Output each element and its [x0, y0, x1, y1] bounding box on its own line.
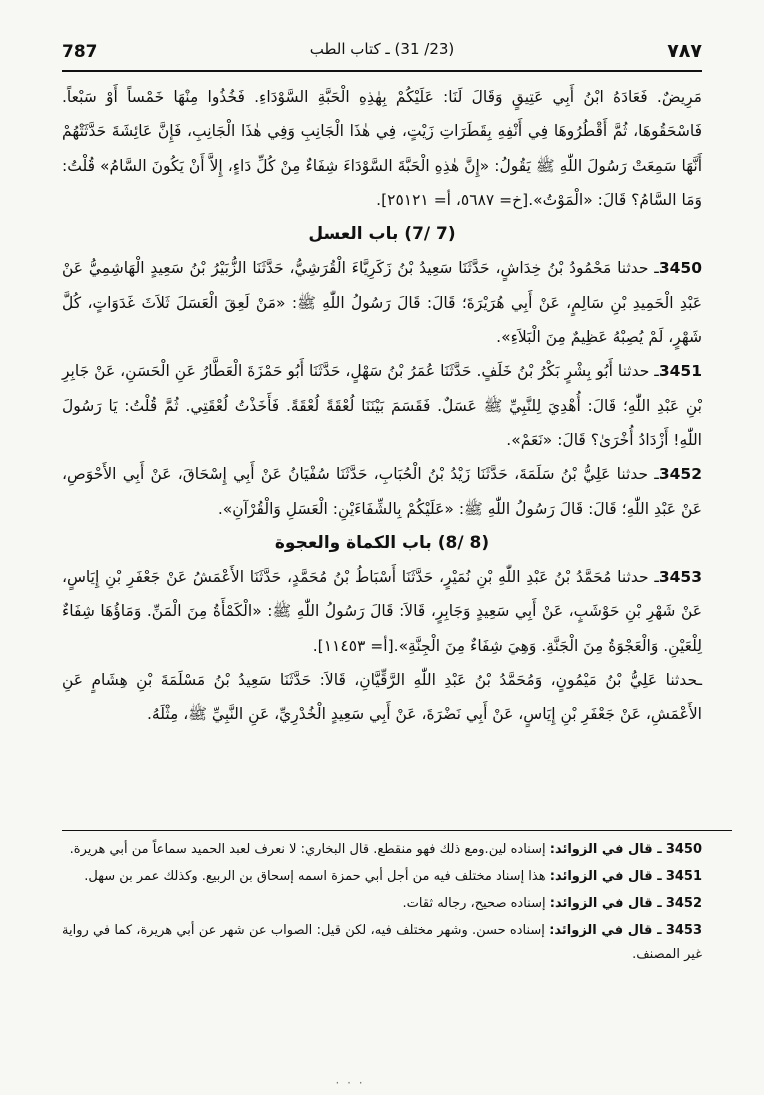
running-title: (23/ 31) ـ كتاب الطب — [309, 40, 455, 58]
footnote-number: 3450 — [665, 842, 702, 857]
hadith-text: ـ حدثنا مَحْمُودُ بْنُ خِدَاشٍ، حَدَّثَنَا سَعِيدُ بْنُ زَكَرِيَّاءَ الْقُرَشِيُّ، حَدَّثَنَا الزُّبَيْرُ بْنُ سَعِيدٍ الْهَاشِمِيُّ عَنْ عَبْدِ الْحَمِيدِ بْنِ سَالِمٍ، عَنْ أَبِي هُرَيْرَةَ؛ قَالَ: قَالَ رَسُولُ اللّٰهِ ﷺ: «مَنْ لَعِقَ الْعَسَلَ ثَلاَثَ غَدَوَاتٍ، كُلَّ شَهْرٍ، لَمْ يُصِبْهُ عَظِيمٌ مِنَ الْبَلاَءِ». — [62, 259, 702, 347]
page-number-latin: 787 — [62, 42, 98, 62]
hadith-number: 3450 — [658, 259, 702, 278]
main-text — [62, 80, 702, 732]
header-rule — [62, 70, 702, 72]
hadith-3453 — [62, 560, 702, 663]
hadith-number: 3453 — [658, 568, 702, 587]
page-number-arabic: ٧٨٧ — [667, 40, 702, 62]
chapter-heading-truffle: (8 /8) باب الكماة والعجوة — [274, 532, 490, 553]
footnote-label: ـ قال في الزوائد: — [549, 869, 662, 884]
footnote-text: هذا إسناد مختلف فيه من أجل أبي حمزة اسمه إسحاق بن الربيع. وكذلك عمر بن سهل. — [84, 869, 546, 884]
footnote-3453 — [62, 919, 702, 967]
page-header — [62, 40, 702, 70]
hadith-3452 — [62, 457, 702, 526]
footnote-number: 3452 — [665, 896, 702, 911]
footnotes — [62, 838, 702, 970]
footnote-text: إسناده حسن. وشهر مختلف فيه، لكن قيل: الصواب عن شهر عن أبي هريرة، كما في رواية غير المصنف. — [62, 923, 702, 962]
footnote-text: إسناده صحيح، رجاله ثقات. — [402, 896, 546, 911]
scan-artifact-dots: · · · — [335, 1076, 365, 1090]
footnote-3451 — [62, 865, 702, 889]
footnote-3450 — [62, 838, 702, 862]
footnote-label: ـ قال في الزوائد: — [549, 842, 662, 857]
chapter-heading-honey: (7 /7) باب العسل — [308, 224, 456, 245]
footnote-number: 3451 — [665, 869, 702, 884]
paragraph-continuation: مَرِيضٌ. فَعَادَهُ ابْنُ أَبِي عَتِيقٍ وَقَالَ لَنَا: عَلَيْكُمْ بِهٰذِهِ الْحَبَّةِ السَّوْدَاءِ. فَخُذُوا مِنْهَا خَمْساً أَوْ سَبْعاً. فَاسْحَقُوهَا، ثُمَّ أَقْطُرُوهَا فِي أَنْفِهِ بِقَطَرَاتِ زَيْتٍ، فِي هٰذَا الْجَانِبِ وَفِي هٰذَا الْجَانِبِ، فَإِنَّ عَائِشَةَ حَدَّثَتْهُمْ أَنَّهَا سَمِعَتْ رَسُولَ اللّٰهِ ﷺ يَقُولُ: «إِنَّ هٰذِهِ الْحَبَّةَ السَّوْدَاءَ شِفَاءٌ مِنْ كُلِّ دَاءٍ، إِلاَّ أَنْ يَكُونَ السَّامُ» قُلْتُ: وَمَا السَّامُ؟ قَالَ: «الْمَوْتُ».[خ= ٥٦٨٧، أ= ٢٥١٢١]. — [62, 88, 702, 209]
footnote-text: إسناده لين.ومع ذلك فهو منقطع. قال البخاري: لا نعرف لعبد الحميد سماعاً من أبي هريرة. — [69, 842, 546, 857]
footnote-label: ـ قال في الزوائد: — [549, 896, 662, 911]
hadith-3453-alt-chain: ـحدثنا عَلِيُّ بْنُ مَيْمُونٍ، وَمُحَمَّدُ بْنُ عَبْدِ اللّٰهِ الرَّقِّيَّانِ، قَالاَ: حَدَّثَنَا سَعِيدُ بْنُ مَسْلَمَةَ بْنِ هِشَامٍ عَنِ الأَعْمَشِ، عَنْ جَعْفَرِ بْنِ إِيَاسٍ، عَنْ أَبِي نَضْرَةَ، عَنْ أَبِي سَعِيدٍ الْخُدْرِيِّ، عَنِ النَّبِيِّ ﷺ، مِثْلَهُ. — [62, 671, 702, 724]
footnote-3452 — [62, 892, 702, 916]
hadith-3450 — [62, 251, 702, 354]
footnote-rule — [62, 830, 732, 831]
hadith-number: 3452 — [658, 465, 702, 484]
footnote-number: 3453 — [665, 923, 702, 938]
hadith-text: ـ حدثنا مُحَمَّدُ بْنُ عَبْدِ اللّٰهِ بْنِ نُمَيْرٍ، حَدَّثَنَا أَسْبَاطُ بْنُ مُحَمَّدٍ، حَدَّثَنَا الأَعْمَشُ عَنْ جَعْفَرِ بْنِ إِيَاسٍ، عَنْ شَهْرِ بْنِ حَوْشَبٍ، عَنْ أَبِي سَعِيدٍ وَجَابِرٍ، قَالاَ: قَالَ رَسُولُ اللّٰهِ ﷺ: «الْكَمْأَةُ مِنَ الْمَنِّ. وَمَاؤُهَا شِفَاءٌ لِلْعَيْنِ. وَالْعَجْوَةُ مِنَ الْجَنَّةِ. وَهِيَ شِفَاءٌ مِنَ الْجِنَّةِ».[أ= ١١٤٥٣]. — [62, 568, 702, 655]
hadith-number: 3451 — [658, 362, 702, 381]
hadith-text: ـ حدثنا عَلِيُّ بْنُ سَلَمَةَ، حَدَّثَنَا زَيْدُ بْنُ الْحُبَابِ، حَدَّثَنَا سُفْيَانُ عَنْ أَبِي إِسْحَاقَ، عَنْ أَبِي الأَحْوَصِ، عَنْ عَبْدِ اللّٰهِ؛ قَالَ: قَالَ رَسُولُ اللّٰهِ ﷺ: «عَلَيْكُمْ بِالشِّفَاءَيْنِ: الْعَسَلِ وَالْقُرْآنِ». — [62, 465, 702, 518]
hadith-text: ـ حدثنا أَبُو بِشْرٍ بَكْرُ بْنُ خَلَفٍ. حَدَّثَنَا عُمَرُ بْنُ سَهْلٍ، حَدَّثَنَا أَبُو حَمْزَةَ الْعَطَّارُ عَنِ الْحَسَنِ، عَنْ جَابِرِ بْنِ عَبْدِ اللّٰهِ؛ قَالَ: أُهْدِيَ لِلنَّبِيِّ ﷺ عَسَلٌ. فَقَسَمَ بَيْنَنَا لُعْقَةً لُعْقَةً. فَأَخَذْتُ لُعْقَتِي. ثُمَّ قُلْتُ: يَا رَسُولَ اللّٰهِ! أَزْدَادُ أُخْرَىٰ؟ قَالَ: «نَعَمْ». — [62, 362, 702, 449]
footnote-label: ـ قال في الزوائد: — [549, 923, 662, 938]
hadith-3451 — [62, 354, 702, 457]
